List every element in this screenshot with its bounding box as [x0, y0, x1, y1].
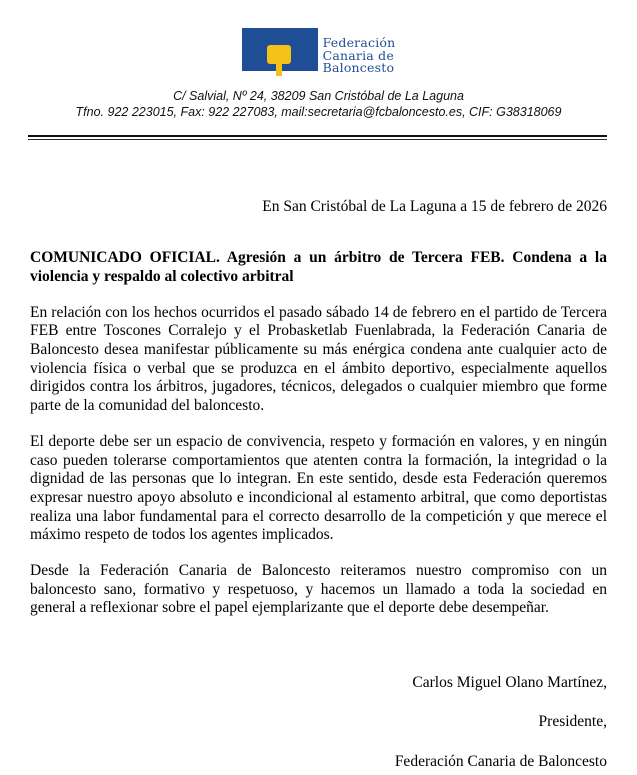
backboard-pole-shape [276, 61, 282, 76]
letterhead [0, 0, 637, 120]
logo-wordmark-line: Federación [322, 35, 396, 50]
logo-wordmark [323, 28, 396, 75]
signature-block [30, 674, 607, 771]
logo-wordmark-line: Canaria de [322, 47, 394, 63]
letter-body [0, 198, 637, 772]
federation-logo [0, 28, 637, 75]
basketball-backboard-icon [242, 28, 318, 71]
body-paragraph-3: Desde la Federación Canaria de Baloncesto reiteramos nuestro compromiso con un baloncesto sano, formativo y respetuoso, y hacemos un llamado a toda la sociedad en general a reflexionar sobre el papel ejemplarizante que el deporte debe desempeñar. [30, 562, 607, 617]
dateline: En San Cristóbal de La Laguna a 15 de febrero de 2026 [262, 197, 607, 215]
subject-heading: COMUNICADO OFICIAL. Agresión a un árbitro de Tercera FEB. Condena a la violencia y respaldo al colectivo arbitral [30, 249, 607, 285]
signatory-title: Presidente, [538, 713, 607, 731]
header-divider [28, 135, 607, 140]
logo-wordmark-line: Baloncesto [322, 60, 395, 75]
signatory-organization: Federación Canaria de Baloncesto [394, 752, 607, 770]
body-paragraph-1: En relación con los hechos ocurridos el pasado sábado 14 de febrero en el partido de Tercera FEB entre Toscones Corralejo y el Probasketlab Fuenlabrada, la Federación Canaria de Baloncesto desea manifestar públicamente su más enérgica condena ante cualquier acto de violencia física o verbal que se produzca en el ámbito deportivo, especialmente aquellos dirigidos contra los árbitros, jugadores, técnicos, delegados o cualquier miembro que forme parte de la comunidad del baloncesto. [30, 303, 607, 415]
letterhead-address: C/ Salvial, Nº 24, 38209 San Cristóbal de La Laguna [173, 88, 464, 103]
letterhead-contact [0, 88, 637, 120]
signatory-name: Carlos Miguel Olano Martínez, [412, 674, 607, 692]
body-paragraph-2: El deporte debe ser un espacio de convivencia, respeto y formación en valores, y en ningún caso pueden tolerarse comportamientos que atenten contra la formación, la integridad o la dignidad de las personas que lo integran. En este sentido, desde esta Federación queremos expresar nuestro apoyo absoluto e incondicional al estamento arbitral, que como deportistas realiza una labor fundamental para el correcto desarrollo de la competición y que merece el máximo respeto de todos los agentes implicados. [30, 432, 607, 544]
letterhead-phone-email: Tfno. 922 223015, Fax: 922 227083, mail:secretaria@fcbaloncesto.es, CIF: G38318069 [75, 104, 562, 119]
